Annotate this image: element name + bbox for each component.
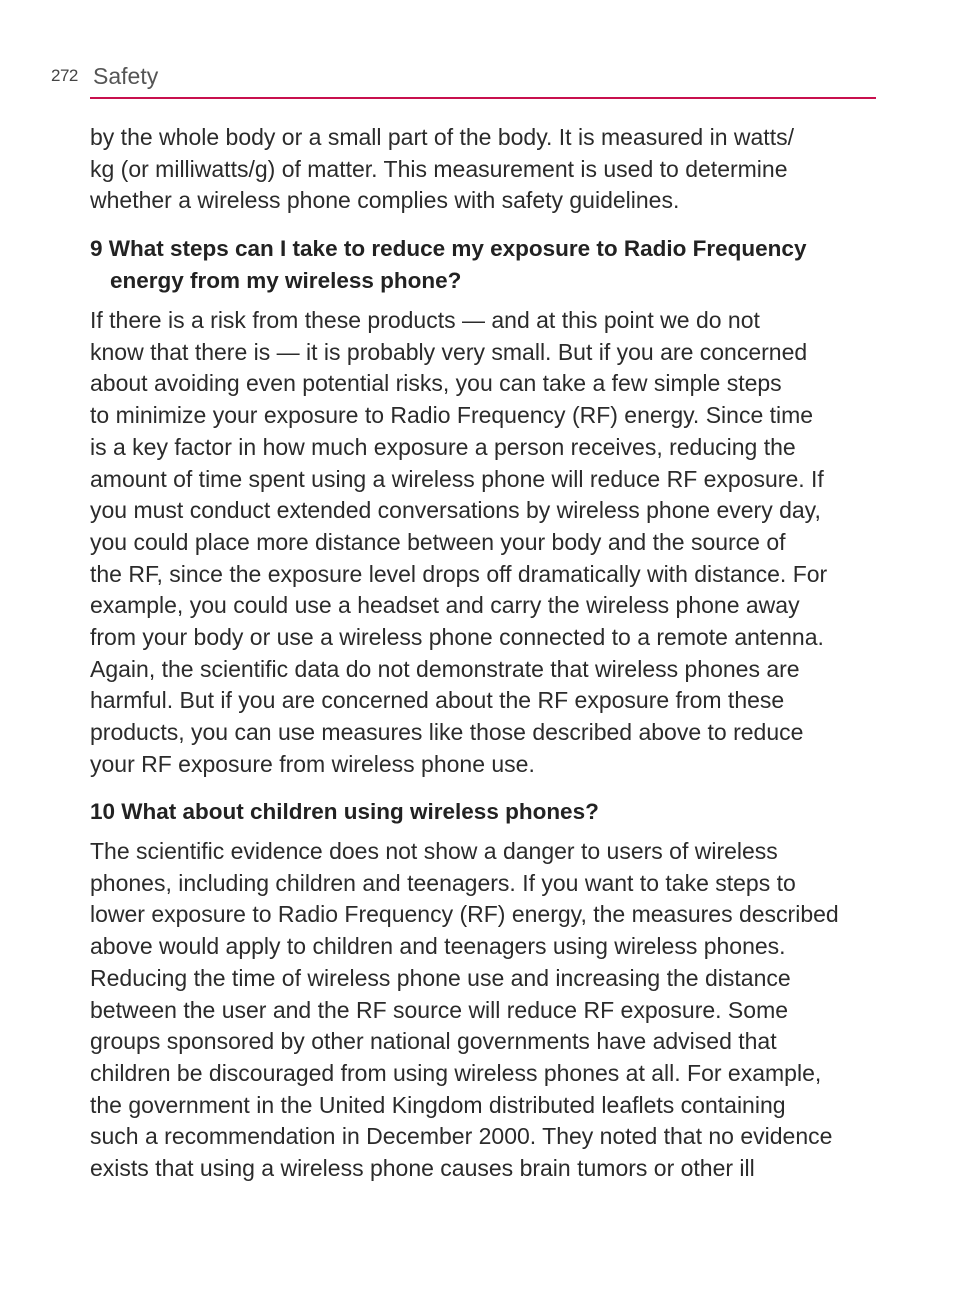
paragraph-answer-9 [90,305,827,781]
text-line: The scientific evidence does not show a danger to users of wireless [90,838,778,864]
text-line: products, you can use measures like those described above to reduce [90,719,804,746]
text-line: you must conduct extended conversations by wireless phone every day, [90,497,821,524]
text-line: to minimize your exposure to Radio Frequency (RF) energy. Since time [90,402,814,429]
text-line: groups sponsored by other national governments have advised that [90,1028,777,1055]
text-line: phones, including children and teenagers. If you want to take steps to [90,869,796,896]
text-line: is a key factor in how much exposure a person receives, reducing the [90,433,796,460]
text-line: example, you could use a headset and carry the wireless phone away [90,592,800,619]
text-line: Reducing the time of wireless phone use and increasing the distance [90,964,791,991]
section-title: Safety [93,63,159,89]
text-line: the RF, since the exposure level drops off dramatically with distance. For [90,560,828,587]
text-line: harmful. But if you are concerned about the RF exposure from these [90,687,785,714]
text-line: above would apply to children and teenagers using wireless phones. [90,933,786,960]
heading-question-10 [90,796,599,828]
heading-line: 9 What steps can I take to reduce my exposure to Radio Frequency [90,236,807,261]
header-rule [90,97,876,99]
text-line: such a recommendation in December 2000. They noted that no evidence [90,1123,833,1150]
text-line: children be discouraged from using wireless phones at all. For example, [90,1059,822,1086]
text-line: lower exposure to Radio Frequency (RF) energy, the measures described [90,901,839,928]
text-line: by the whole body or a small part of the body. It is measured in watts/ [90,124,794,150]
text-line: from your body or use a wireless phone connected to a remote antenna. [90,624,824,651]
text-line: exists that using a wireless phone causes brain tumors or other ill [90,1155,755,1182]
text-line: your RF exposure from wireless phone use. [90,750,535,777]
page-number: 272 [51,66,78,85]
paragraph-answer-10 [90,836,839,1185]
text-line: about avoiding even potential risks, you can take a few simple steps [90,370,782,397]
heading-line: energy from my wireless phone? [110,267,462,293]
heading-line: 10 What about children using wireless phones? [90,799,599,824]
text-line: whether a wireless phone complies with safety guidelines. [90,187,680,214]
text-line: Again, the scientific data do not demonstrate that wireless phones are [90,655,800,682]
text-line: kg (or milliwatts/g) of matter. This measurement is used to determine [90,155,788,182]
text-line: between the user and the RF source will reduce RF exposure. Some [90,996,789,1023]
text-line: you could place more distance between your body and the source of [90,528,786,555]
heading-question-9 [90,233,806,296]
paragraph-intro [90,122,794,217]
text-line: the government in the United Kingdom distributed leaflets containing [90,1091,786,1118]
text-line: amount of time spent using a wireless phone will reduce RF exposure. If [90,465,824,492]
text-line: know that there is — it is probably very small. But if you are concerned [90,338,808,365]
text-line: If there is a risk from these products — and at this point we do not [90,307,760,333]
